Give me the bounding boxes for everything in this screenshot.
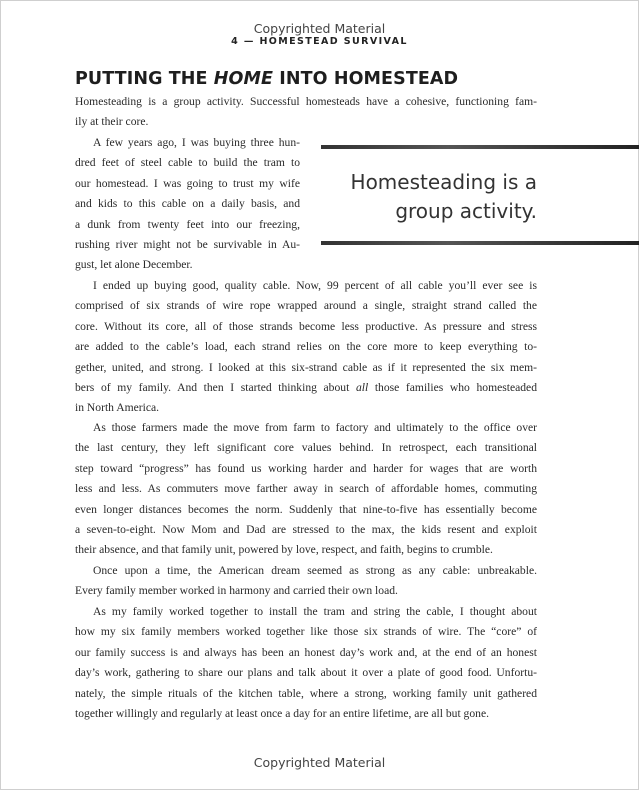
text-line: are added to the cable’s load, each strand relies on the core more to keep everything to- xyxy=(75,340,537,354)
text-line: comprised of six strands of wire rope wrapped around a single, straight strand called the xyxy=(75,299,537,313)
text-line: the last century, they left significant core values behind. In retrospect, each transitional xyxy=(75,441,537,455)
text-line: I ended up buying good, quality cable. Now, 99 percent of all cable you’ll ever see is xyxy=(93,279,537,292)
text-line: A few years ago, I was buying three hun- xyxy=(93,136,300,149)
text-line: a dunk from twenty feet into our freezing, xyxy=(75,217,300,231)
text-segment: those families who homesteaded xyxy=(368,380,538,394)
pull-quote-rule-top xyxy=(321,145,639,149)
text-line: and kids to this cable on a daily basis, and xyxy=(75,197,300,211)
text-line: day’s work, gathering to share our plans and talk about it over a plate of good food. Unfortu- xyxy=(75,666,537,680)
pull-quote-rule-bottom xyxy=(321,241,639,245)
text-line: our family success is and always has been an honest day’s work and, at the end of an honest xyxy=(75,645,537,659)
text-line: core. Without its core, all of those strands become less productive. As pressure and stress xyxy=(75,319,537,333)
text-line: gust, let alone December. xyxy=(75,258,193,272)
text-line: step toward “progress” has found us working harder and harder for wages that are worth xyxy=(75,461,537,475)
text-line xyxy=(75,378,537,398)
text-line: rushing river might not be survivable in Au- xyxy=(75,237,300,251)
text-line: even longer distances becomes the norm. Suddenly that nine-to-five has essentially become xyxy=(75,502,537,516)
text-line: As my family worked together to install the tram and string the cable, I thought about xyxy=(93,605,537,618)
paragraph-4 xyxy=(75,418,537,561)
text-line: our homestead. I was going to trust my wife xyxy=(75,176,300,190)
copyright-header: Copyrighted Material xyxy=(253,21,386,36)
heading-italic: HOME xyxy=(213,69,274,89)
text-line: Once upon a time, the American dream seemed as strong as any cable: unbreakable. xyxy=(93,564,537,577)
paragraph-6 xyxy=(75,602,537,724)
section-heading xyxy=(75,69,458,89)
text-line: ily at their core. xyxy=(75,115,149,129)
pull-quote-line: Homesteading is a xyxy=(350,170,537,194)
heading-part1: PUTTING THE xyxy=(75,69,214,89)
text-segment: bers of my family. And then I started thinking about xyxy=(75,380,356,394)
text-line: how my six family members worked together like those six strands of wire. The “core” of xyxy=(75,625,537,639)
pull-quote xyxy=(321,145,639,247)
text-line: in North America. xyxy=(75,401,160,415)
text-line: dred feet of steel cable to build the tram to xyxy=(75,156,300,170)
paragraph-3 xyxy=(75,276,537,419)
text-line: nately, the simple rituals of the kitchen table, where a strong, working family unit gathered xyxy=(75,686,537,700)
paragraph-5 xyxy=(75,561,537,602)
copyright-footer: Copyrighted Material xyxy=(253,755,386,770)
pull-quote-text xyxy=(351,168,537,226)
text-line: their absence, and that family unit, powered by love, respect, and faith, begins to crumble. xyxy=(75,543,493,557)
text-line: Homesteading is a group activity. Successful homesteads have a cohesive, functioning fam- xyxy=(75,95,537,108)
text-emphasis: all xyxy=(355,380,369,394)
text-line: a seven-to-eight. Now Mom and Dad are stressed to the max, the kids resent and exploit xyxy=(75,522,537,536)
text-line: As those farmers made the move from farm to factory and ultimately to the office over xyxy=(93,421,537,434)
text-line: less and less. As commuters move farther away in search of affordable homes, commuting xyxy=(75,482,537,496)
pull-quote-line: group activity. xyxy=(395,199,537,223)
heading-part2: INTO HOMESTEAD xyxy=(273,69,459,89)
paragraph-2 xyxy=(75,133,300,276)
text-line: gether, united, and strong. I looked at this six-strand cable as if it represented the six mem- xyxy=(75,360,537,374)
text-line: together willingly and regularly at least once a day for an entire lifetime, are all but gone. xyxy=(75,706,489,720)
running-head: 4 — HOMESTEAD SURVIVAL xyxy=(231,36,408,47)
text-line: Every family member worked in harmony and carried their own load. xyxy=(75,584,398,598)
paragraph-1 xyxy=(75,92,537,133)
